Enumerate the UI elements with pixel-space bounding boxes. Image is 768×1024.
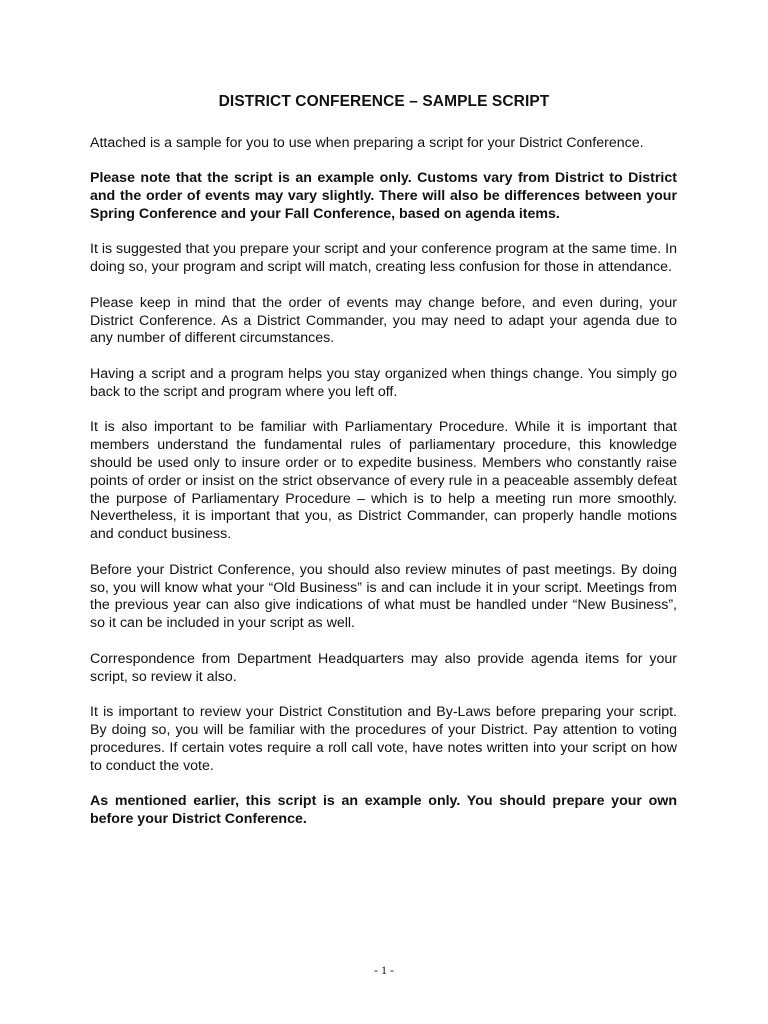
paragraph-parliamentary-procedure: It is also important to be familiar with Parliamentary Procedure. While it is important that members understand the fundamental rules of parliamentary procedure, this knowledge should be used only to insure order or to expedite business. Members who constantly raise points of order or insist on the strict observance of every rule in a peaceable assembly defeat the purpose of Parliamentary Procedure – which is to help a meeting run more smoothly. Nevertheless, it is important that you, as District Commander, can properly handle motions and conduct business. — [90, 418, 677, 543]
paragraph-review-minutes: Before your District Conference, you should also review minutes of past meetings. By doing so, you will know what your “Old Business” is and can include it in your script. Meetings from the previous year can also give indications of what must be handled under “New Business”, so it can be included in your script as well. — [90, 561, 677, 632]
paragraph-note-example-only: Please note that the script is an example only. Customs vary from District to District and the order of events may vary slightly. There will also be differences between your Spring Conference and your Fall Conference, based on agenda items. — [90, 170, 677, 223]
paragraph-constitution-bylaws: It is important to review your District Constitution and By-Laws before preparing your script. By doing so, you will be familiar with the procedures of your District. Pay attention to voting procedures. If certain votes require a roll call vote, have notes written into your script on how to conduct the vote. — [90, 703, 677, 774]
document-body — [90, 135, 677, 846]
paragraph-correspondence: Correspondence from Department Headquarters may also provide agenda items for your script, so review it also. — [90, 650, 677, 685]
page-number: - 1 - — [374, 963, 394, 977]
paragraph-stay-organized: Having a script and a program helps you stay organized when things change. You simply go back to the script and program where you left off. — [90, 365, 677, 400]
paragraph-prepare-script: It is suggested that you prepare your script and your conference program at the same time. In doing so, your program and script will match, creating less confusion for those in attendance. — [90, 241, 677, 276]
document-title: DISTRICT CONFERENCE – SAMPLE SCRIPT — [218, 93, 550, 110]
paragraph-closing-note: As mentioned earlier, this script is an example only. You should prepare your own before your District Conference. — [90, 792, 677, 827]
paragraph-order-of-events: Please keep in mind that the order of events may change before, and even during, your District Conference. As a District Commander, you may need to adapt your agenda due to any number of different circumstances. — [90, 294, 677, 347]
paragraph-intro: Attached is a sample for you to use when preparing a script for your District Conference. — [90, 135, 644, 151]
